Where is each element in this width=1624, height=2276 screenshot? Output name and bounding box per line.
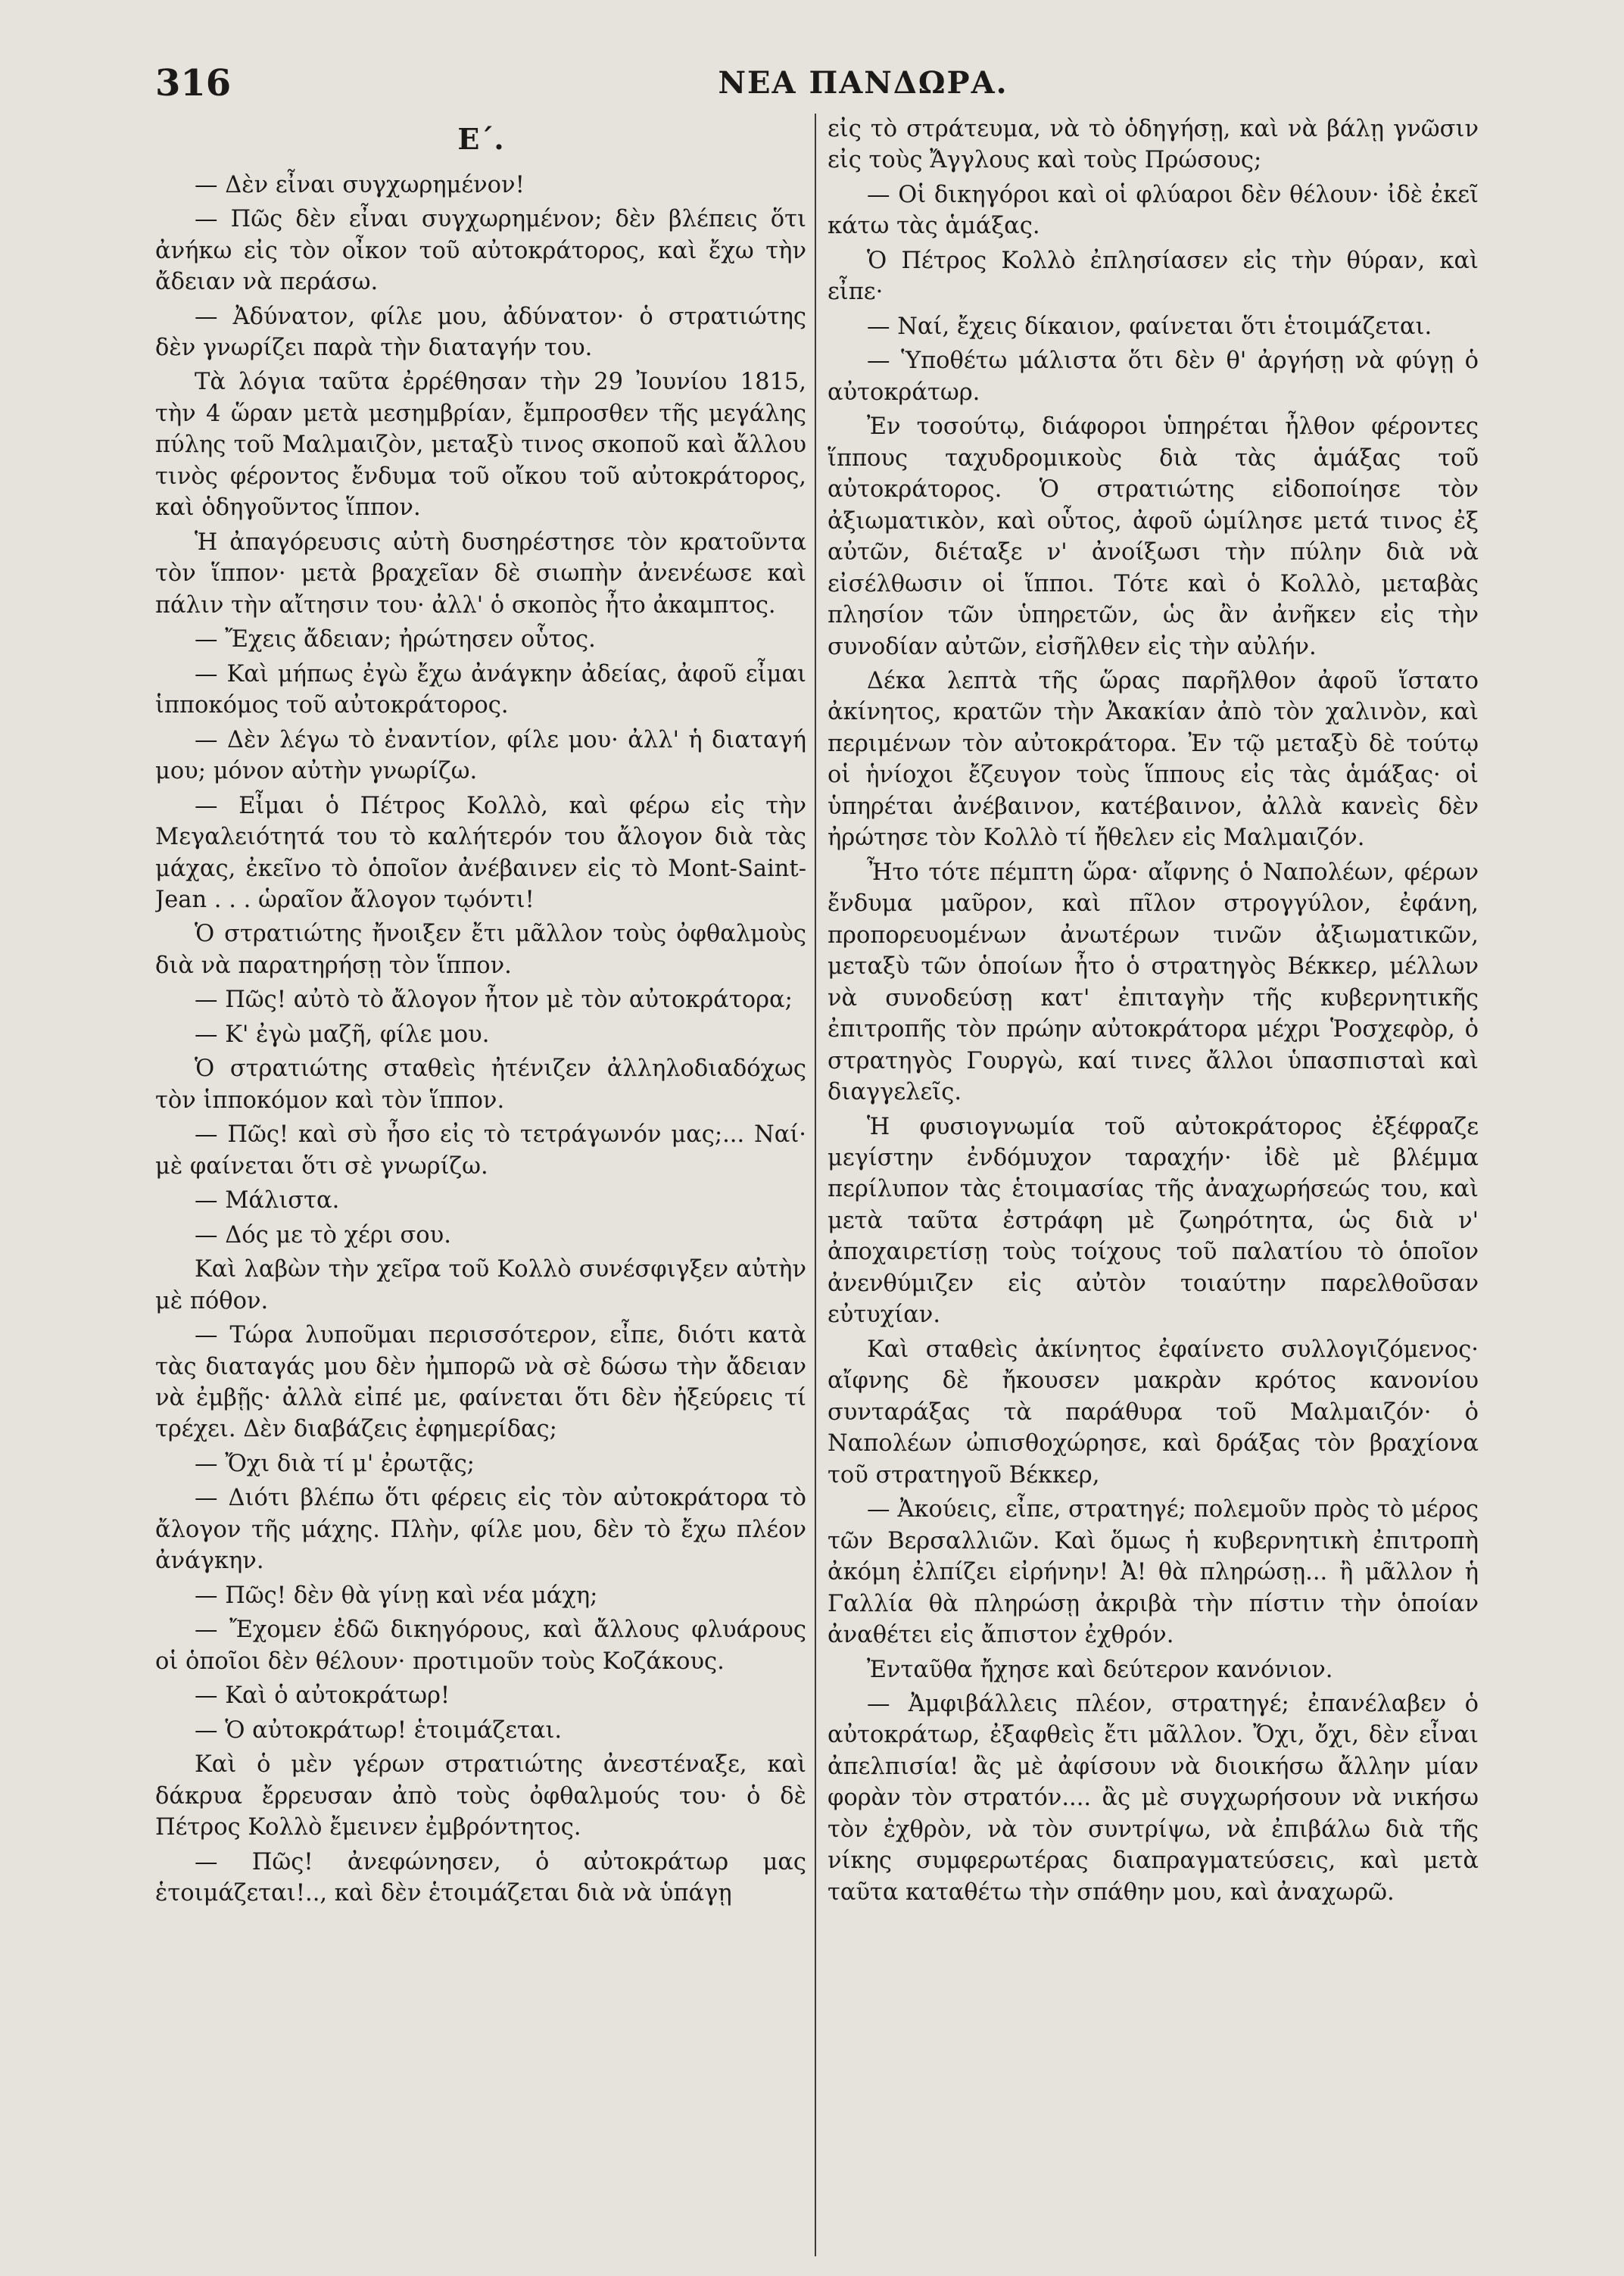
paragraph: — Δός με τὸ χέρι σου. [195, 1221, 451, 1249]
paragraph: Ὁ στρατιώτης ἤνοιξεν ἔτι μᾶλλον τοὺς ὀφθαλμοὺς διὰ νὰ παρατηρήσῃ τὸν ἵππον. [155, 921, 806, 979]
paragraph: — Πῶς! ἀνεφώνησεν, ὁ αὐτοκράτωρ μας ἑτοιμάζεται!.., καὶ δὲν ἑτοιμάζεται διὰ νὰ ὑπάγῃ [155, 1848, 806, 1907]
paragraph: Ὁ στρατιώτης σταθεὶς ἠτένιζεν ἀλληλοδιαδόχως τὸν ἱπποκόμον καὶ τὸν ἵππον. [155, 1055, 806, 1114]
paragraph: Ἐν τοσούτῳ, διάφοροι ὑπηρέται ἦλθον φέροντες ἵππους ταχυδρομικοὺς διὰ τὰς ἁμάξας τοῦ αὐτοκράτορος. Ὁ στρατιώτης εἰδοποίησε τὸν ἀξιωματικὸν, καὶ οὗτος, ἀφοῦ ὡμίλησε μετά τινος ἐξ αὐτῶν, διέταξε ν' ἀνοίξωσι τὴν πύλην διὰ νὰ εἰσέλθωσιν οἱ ἵπποι. Τότε καὶ ὁ Κολλὸ, μεταβὰς πλησίον τῶν ὑπηρετῶν, ὡς ἂν ἀνῆκεν εἰς τὴν συνοδίαν αὐτῶν, εἰσῆλθεν εἰς τὴν αὐλήν. [828, 413, 1479, 660]
paragraph: Ὁ Πέτρος Κολλὸ ἐπλησίασεν εἰς τὴν θύραν, καὶ εἶπε· [828, 247, 1479, 306]
paragraph: Ἡ φυσιογνωμία τοῦ αὐτοκράτορος ἐξέφραζε μεγίστην ἐνδόμυχον ταραχήν· ἰδὲ μὲ βλέμμα περίλυπον τὰς ἑτοιμασίας τῆς ἀναχωρήσεώς του, καὶ μετὰ ταῦτα ἐστράφη μὲ ζωηρότητα, ὡς διὰ ν' ἀποχαιρετίσῃ τοὺς τοίχους τοῦ παλατίου τὸ ὁποῖον ἀνενθύμιζεν εἰς αὐτὸν τοιαύτην παρελθοῦσαν εὐτυχίαν. [828, 1113, 1479, 1329]
paragraph: — Ἀμφιβάλλεις πλέον, στρατηγέ; ἐπανέλαβεν ὁ αὐτοκράτωρ, ἐξαφθεὶς ἔτι μᾶλλον. Ὄχι, ὄχι, δὲν εἶναι ἀπελπισία! ἂς μὲ ἀφίσουν νὰ διοικήσω ἄλλην μίαν φορὰν τὸν στρατόν.... ἂς μὲ συγχωρήσουν νὰ νικήσω τὸν ἐχθρὸν, νὰ τὸν συντρίψω, νὰ ἐπιβάλω διὰ τῆς νίκης συμφερωτέρας διαπραγματεύσεις, καὶ μετὰ ταῦτα καταθέτω τὴν σπάθην μου, καὶ ἀναχωρῶ. [828, 1690, 1479, 1906]
page-header [155, 62, 1571, 108]
paragraph: — Διότι βλέπω ὅτι φέρεις εἰς τὸν αὐτοκράτορα τὸ ἄλογον τῆς μάχης. Πλὴν, φίλε μου, δὲν τὸ ἔχω πλέον ἀνάγκην. [155, 1485, 806, 1575]
paragraph: Καὶ ὁ μὲν γέρων στρατιώτης ἀνεστέναξε, καὶ δάκρυα ἔρρευσαν ἀπὸ τοὺς ὀφθαλμούς του· ὁ δὲ Πέτρος Κολλὸ ἔμεινεν ἐμβρόντητος. [155, 1751, 806, 1841]
paragraph: — Πῶς! δὲν θὰ γίνῃ καὶ νέα μάχη; [195, 1582, 598, 1609]
paragraph: Ἡ ἀπαγόρευσις αὐτὴ δυσηρέστησε τὸν κρατοῦντα τὸν ἵππον· μετὰ βραχεῖαν δὲ σιωπὴν ἀνενέωσε καὶ πάλιν τὴν αἴτησιν του· ἀλλ' ὁ σκοπὸς ἦτο ἀκαμπτος. [155, 528, 806, 619]
paragraph: εἰς τὸ στράτευμα, νὰ τὸ ὁδηγήσῃ, καὶ νὰ βάλῃ γνῶσιν εἰς τοὺς Ἄγγλους καὶ τοὺς Πρώσους; [828, 116, 1479, 174]
paragraph: — Δὲν εἶναι συγχωρημένον! [195, 171, 525, 198]
paragraph: — Ἔχεις ἄδειαν; ἠρώτησεν οὗτος. [195, 626, 596, 653]
paragraph: Ἐνταῦθα ἤχησε καὶ δεύτερον κανόνιον. [867, 1656, 1333, 1683]
paragraph: — Ἔχομεν ἐδῶ δικηγόρους, καὶ ἄλλους φλυάρους οἱ ὁποῖοι δὲν θέλουν· προτιμοῦν τοὺς Κοζάκους. [155, 1617, 806, 1675]
page-number: 316 [155, 62, 232, 104]
paragraph: — Μάλιστα. [195, 1187, 340, 1214]
paragraph: — Καὶ μήπως ἐγὼ ἔχω ἀνάγκην ἀδείας, ἀφοῦ εἶμαι ἱπποκόμος τοῦ αὐτοκράτορος. [155, 660, 806, 719]
paragraph: — Δὲν λέγω τὸ ἐναντίον, φίλε μου· ἀλλ' ἡ διαταγή μου; μόνον αὐτὴν γνωρίζω. [155, 726, 806, 785]
paragraph: — Εἶμαι ὁ Πέτρος Κολλὸ, καὶ φέρω εἰς τὴν Μεγαλειότητά του τὸ καλήτερόν του ἄλογον διὰ τὰς μάχας, ἐκεῖνο τὸ ὁποῖον ἀνέβαινεν εἰς τὸ Mont-Saint-Jean . . . ὡραῖον ἄλογον τῳόντι! [155, 792, 806, 913]
paragraph: — Ὁ αὐτοκράτωρ! ἑτοιμάζεται. [195, 1716, 563, 1744]
paragraph: — Πῶς! αὐτὸ τὸ ἄλογον ἦτον μὲ τὸν αὐτοκράτορα; [195, 987, 793, 1014]
paragraph: — Ὄχι διὰ τί μ' ἐρωτᾷς; [195, 1450, 475, 1477]
section-mark: Ε΄. [457, 122, 504, 156]
paragraph: — Πῶς! καὶ σὺ ἦσο εἰς τὸ τετράγωνόν μας;... Ναί· μὲ φαίνεται ὅτι σὲ γνωρίζω. [155, 1121, 806, 1180]
paragraph: Δέκα λεπτὰ τῆς ὥρας παρῆλθον ἀφοῦ ἵστατο ἀκίνητος, κρατῶν τὴν Ἀκακίαν ἀπὸ τὸν χαλινὸν, καὶ περιμένων τὸν αὐτοκράτορα. Ἐν τῷ μεταξὺ δὲ τούτῳ οἱ ἡνίοχοι ἔζευγον τοὺς ἵππους εἰς τὰς ἁμάξας· οἱ ὑπηρέται ἀνέβαινον, κατέβαινον, ἀλλὰ κανεὶς δὲν ἠρώτησε τὸν Κολλὸ τί ἤθελεν εἰς Μαλμαιζόν. [828, 667, 1479, 852]
column-divider [815, 114, 816, 2256]
paragraph: — Οἱ δικηγόροι καὶ οἱ φλύαροι δὲν θέλουν· ἰδὲ ἐκεῖ κάτω τὰς ἁμάξας. [828, 181, 1479, 240]
running-title: ΝΕΑ ΠΑΝΔΩΡΑ. [718, 65, 1008, 101]
paragraph: Τὰ λόγια ταῦτα ἐρρέθησαν τὴν 29 Ἰουνίου 1815, τὴν 4 ὥραν μετὰ μεσημβρίαν, ἔμπροσθεν τῆς μεγάλης πύλης τοῦ Μαλμαιζὸν, μεταξὺ τινος σκοποῦ καὶ ἄλλου τινὸς φέροντος ἔνδυμα τοῦ οἴκου τοῦ αὐτοκράτορος, καὶ ὁδηγοῦντος ἵππον. [155, 369, 806, 522]
paragraph: — Ἀκούεις, εἶπε, στρατηγέ; πολεμοῦν πρὸς τὸ μέρος τῶν Βερσαλλιῶν. Καὶ ὅμως ἡ κυβερνητικὴ ἐπιτροπὴ ἀκόμη ἐλπίζει εἰρήνην! Ἀ! θὰ πληρώσῃ... ἢ μᾶλλον ἡ Γαλλία θὰ πληρώσῃ ἀκριβὰ τὴν πίστιν τὴν ὁποίαν ἀναθέτει εἰς ἄπιστον ἐχθρόν. [828, 1496, 1479, 1649]
paragraph: — Καὶ ὁ αὐτοκράτωρ! [195, 1682, 450, 1710]
paragraph: — Πῶς δὲν εἶναι συγχωρημένον; δὲν βλέπεις ὅτι ἀνήκω εἰς τὸν οἶκον τοῦ αὐτοκράτορος, καὶ ἔχω τὴν ἄδειαν νὰ περάσω. [155, 206, 806, 296]
left-column [155, 114, 806, 2256]
paragraph: Καὶ σταθεὶς ἀκίνητος ἐφαίνετο συλλογιζόμενος· αἴφνης δὲ ἤκουσεν μακρὰν κρότος κανονίου συνταράξας τὰ παράθυρα τοῦ Μαλμαιζόν· ὁ Ναπολέων ὠπισθοχώρησε, καὶ δράξας τὸν βραχίονα τοῦ στρατηγοῦ Βέκκερ, [828, 1336, 1479, 1489]
right-column [828, 114, 1479, 2256]
paragraph: — Ἀδύνατον, φίλε μου, ἀδύνατον· ὁ στρατιώτης δὲν γνωρίζει παρὰ τὴν διαταγήν του. [155, 303, 806, 362]
paragraph: — Κ' ἐγὼ μαζῆ, φίλε μου. [195, 1021, 490, 1048]
paragraph: — Ὑποθέτω μάλιστα ὅτι δὲν θ' ἀργήσῃ νὰ φύγῃ ὁ αὐτοκράτωρ. [828, 348, 1479, 406]
paragraph: Ἦτο τότε πέμπτη ὥρα· αἴφνης ὁ Ναπολέων, φέρων ἔνδυμα μαῦρον, καὶ πῖλον στρογγύλον, ἐφάνη, προπορευομένων ἀνωτέρων τινῶν ἀξιωματικῶν, μεταξὺ τῶν ὁποίων ἦτο ὁ στρατηγὸς Βέκκερ, μέλλων νὰ συνοδεύσῃ κατ' ἐπιταγὴν τῆς κυβερνητικῆς ἐπιτροπῆς τὸν πρώην αὐτοκράτορα μέχρι Ῥοσχεφὸρ, ὁ στρατηγὸς Γουργὼ, καί τινες ἄλλοι ὑπασπισταὶ καὶ διαγγελεῖς. [828, 859, 1479, 1106]
paragraph: — Τώρα λυποῦμαι περισσότερον, εἶπε, διότι κατὰ τὰς διαταγάς μου δὲν ἠμπορῶ νὰ σὲ δώσω τὴν ἄδειαν νὰ ἐμβῇς· ἀλλὰ εἰπέ με, φαίνεται ὅτι δὲν ἠξεύρεις τί τρέχει. Δὲν διαβάζεις ἐφημερίδας; [155, 1322, 806, 1443]
paragraph: — Ναί, ἔχεις δίκαιον, φαίνεται ὅτι ἑτοιμάζεται. [867, 313, 1432, 340]
paragraph: Καὶ λαβὼν τὴν χεῖρα τοῦ Κολλὸ συνέσφιγξεν αὐτὴν μὲ πόθον. [155, 1256, 806, 1314]
